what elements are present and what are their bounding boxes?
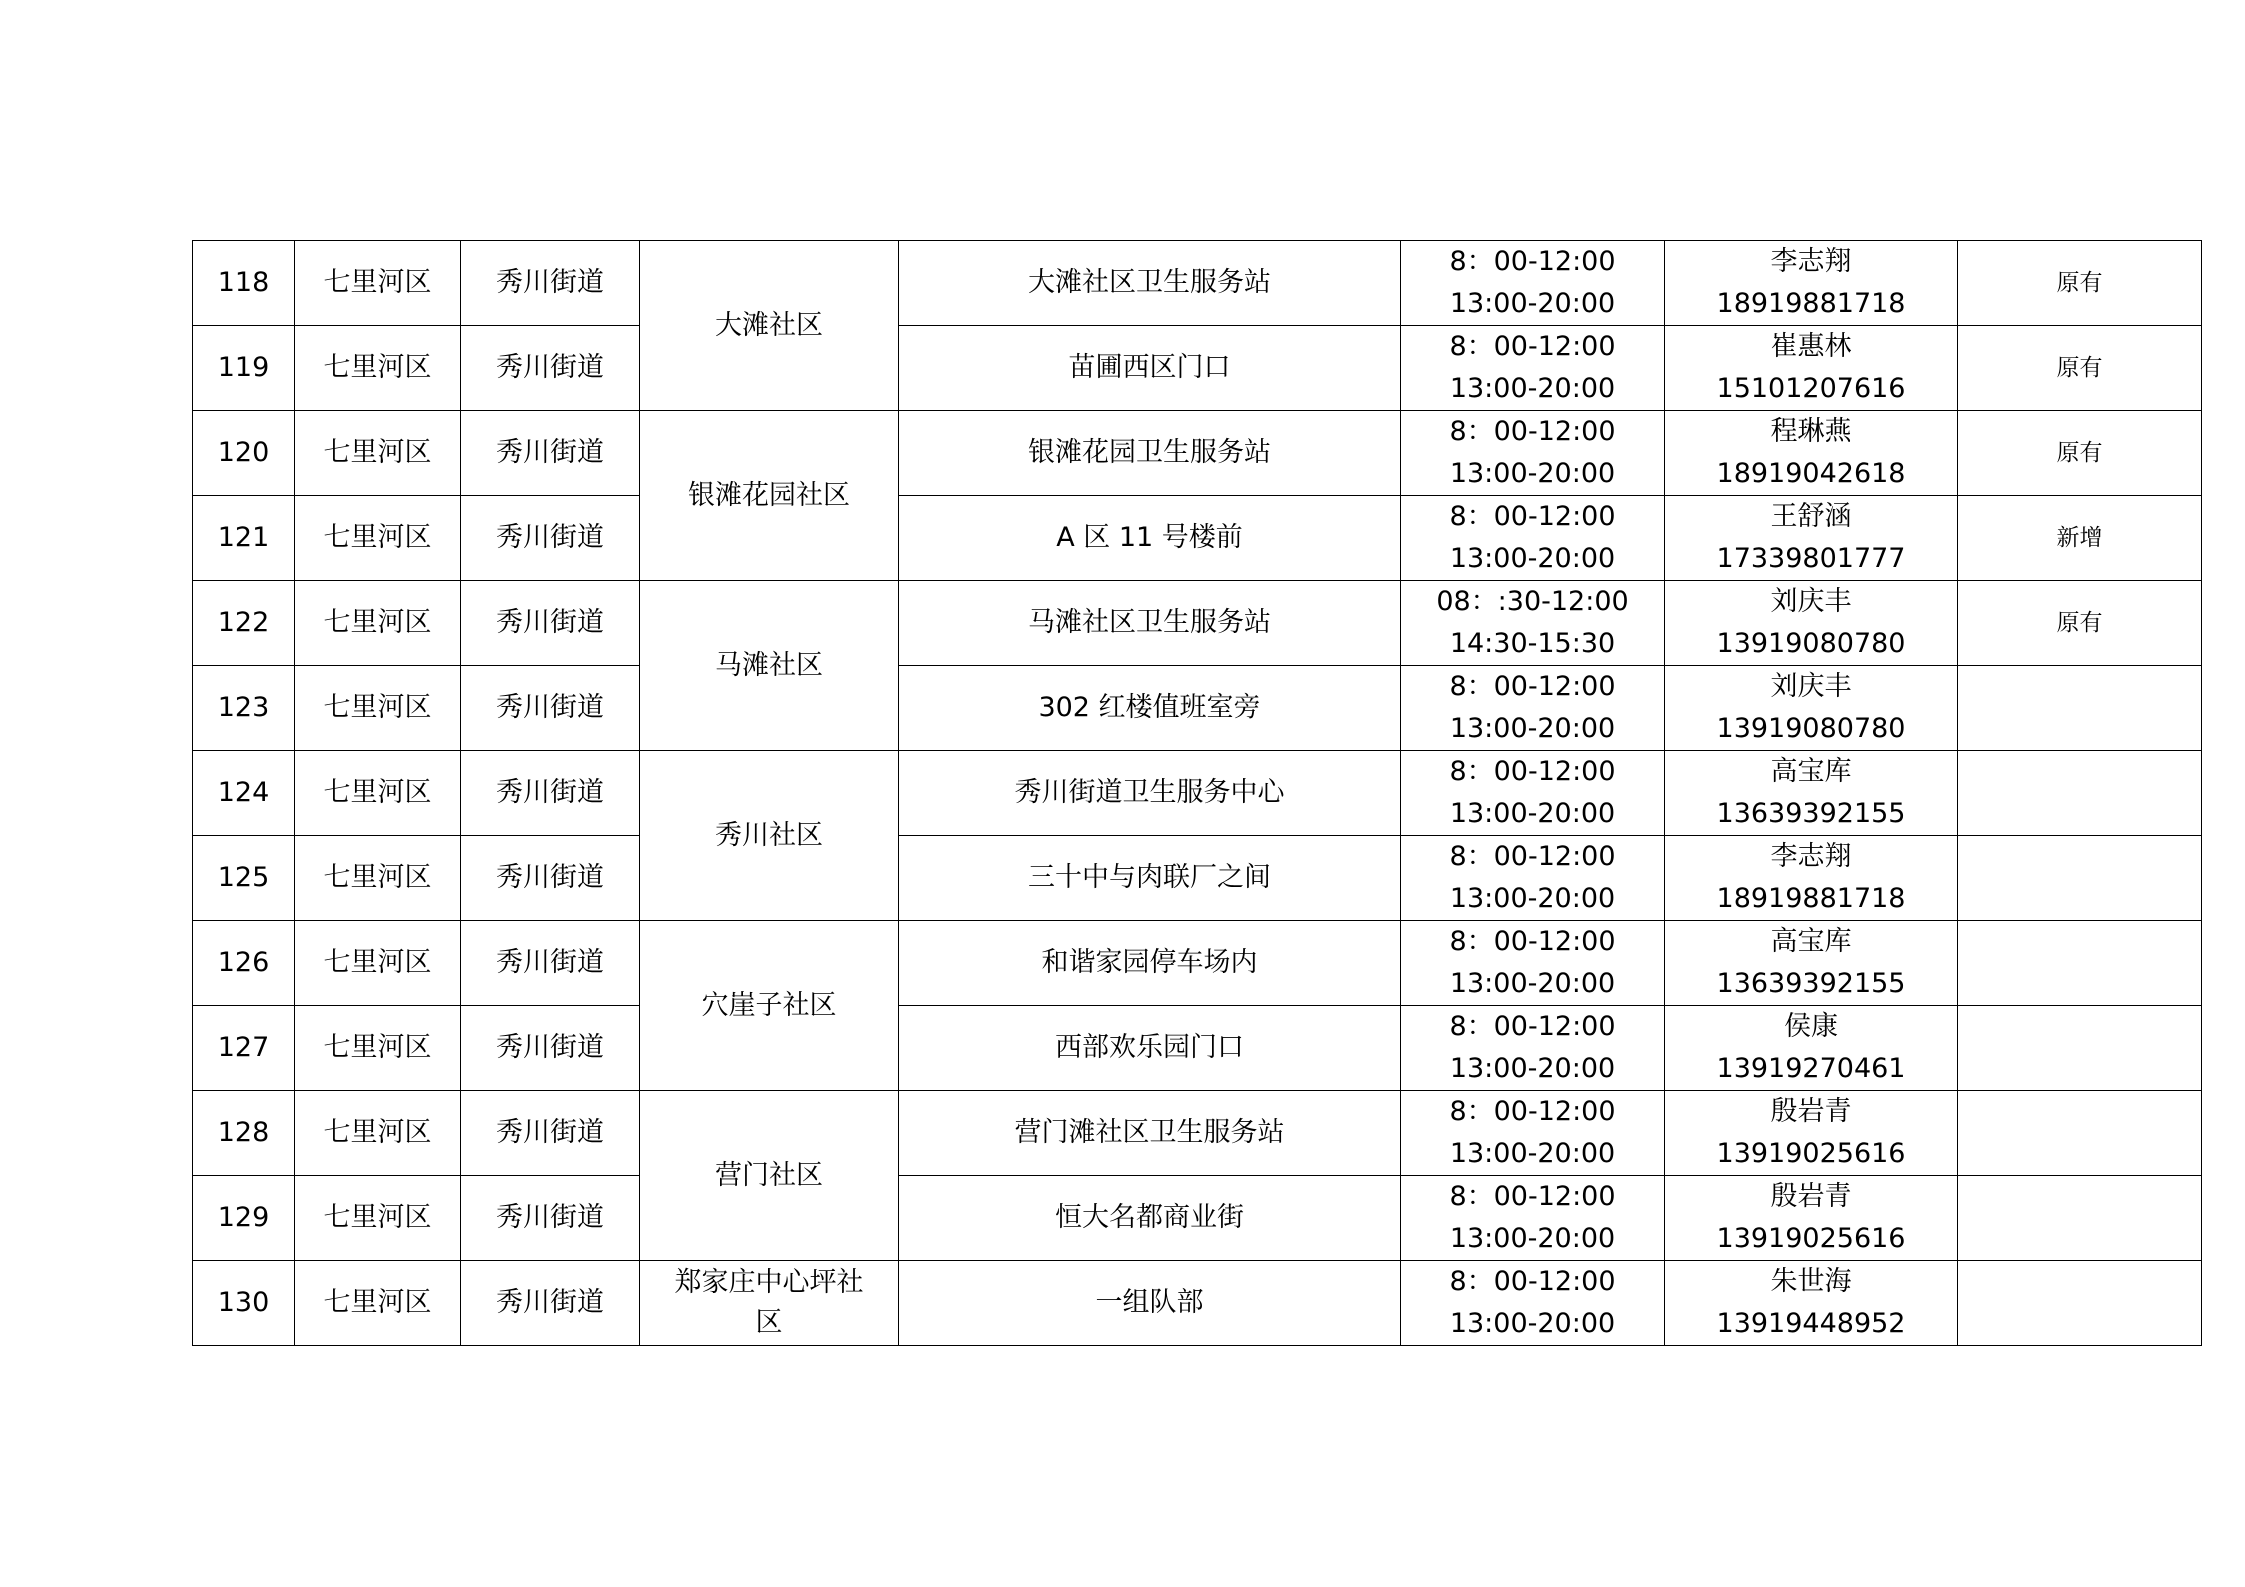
district-cell: 七里河区 bbox=[295, 581, 461, 666]
community-cell bbox=[640, 411, 899, 581]
note-cell bbox=[1958, 1176, 2202, 1261]
contact-phone: 17339801777 bbox=[1716, 543, 1906, 574]
row-number-cell: 130 bbox=[193, 1261, 295, 1346]
service-hours-cell bbox=[1401, 1091, 1665, 1176]
table-row bbox=[193, 1261, 2202, 1346]
street-cell: 秀川街道 bbox=[461, 326, 640, 411]
street-cell: 秀川街道 bbox=[461, 1176, 640, 1261]
district-cell: 七里河区 bbox=[295, 751, 461, 836]
contact-name: 程琳燕 bbox=[1770, 416, 1852, 447]
district-cell: 七里河区 bbox=[295, 1006, 461, 1091]
table-row bbox=[193, 751, 2202, 836]
community-cell bbox=[640, 1261, 899, 1346]
hours-morning: 8：00-12:00 bbox=[1449, 1096, 1616, 1127]
site-location-cell: 西部欢乐园门口 bbox=[899, 1006, 1401, 1091]
site-location-cell: 三十中与肉联厂之间 bbox=[899, 836, 1401, 921]
table-row bbox=[193, 1006, 2202, 1091]
contact-phone: 18919042618 bbox=[1716, 458, 1906, 489]
contact-name: 李志翔 bbox=[1770, 246, 1852, 277]
contact-phone: 13639392155 bbox=[1716, 968, 1906, 999]
district-cell: 七里河区 bbox=[295, 411, 461, 496]
community-cell bbox=[640, 581, 899, 751]
district-cell: 七里河区 bbox=[295, 666, 461, 751]
table-row bbox=[193, 1091, 2202, 1176]
table-row bbox=[193, 496, 2202, 581]
table-row bbox=[193, 241, 2202, 326]
hours-morning: 8：00-12:00 bbox=[1449, 841, 1616, 872]
street-cell: 秀川街道 bbox=[461, 1261, 640, 1346]
contact-phone: 13919270461 bbox=[1716, 1053, 1906, 1084]
hours-afternoon: 13:00-20:00 bbox=[1449, 713, 1616, 744]
contact-name: 王舒涵 bbox=[1770, 501, 1852, 532]
community-name-continued: 区 bbox=[755, 1307, 783, 1338]
contact-name: 殷岩青 bbox=[1770, 1096, 1852, 1127]
contact-name: 刘庆丰 bbox=[1770, 586, 1852, 617]
community-cell bbox=[640, 241, 899, 411]
service-hours-cell bbox=[1401, 836, 1665, 921]
street-cell: 秀川街道 bbox=[461, 751, 640, 836]
service-hours-cell bbox=[1401, 921, 1665, 1006]
service-hours-cell bbox=[1401, 666, 1665, 751]
table-row bbox=[193, 836, 2202, 921]
contact-phone: 13919025616 bbox=[1716, 1138, 1906, 1169]
community-cell bbox=[640, 921, 899, 1091]
contact-phone: 13919025616 bbox=[1716, 1223, 1906, 1254]
site-location-cell: 302 红楼值班室旁 bbox=[899, 666, 1401, 751]
street-cell: 秀川街道 bbox=[461, 411, 640, 496]
row-number-cell: 126 bbox=[193, 921, 295, 1006]
table-row bbox=[193, 581, 2202, 666]
hours-afternoon: 13:00-20:00 bbox=[1449, 1308, 1616, 1339]
hours-afternoon: 13:00-20:00 bbox=[1449, 1223, 1616, 1254]
service-hours-cell bbox=[1401, 1176, 1665, 1261]
contact-phone: 13919080780 bbox=[1716, 628, 1906, 659]
contact-cell bbox=[1665, 1176, 1958, 1261]
site-location-cell: 一组队部 bbox=[899, 1261, 1401, 1346]
hours-morning: 8：00-12:00 bbox=[1449, 756, 1616, 787]
contact-cell bbox=[1665, 751, 1958, 836]
contact-cell bbox=[1665, 326, 1958, 411]
contact-name: 侯康 bbox=[1784, 1011, 1838, 1042]
community-name: 马滩社区 bbox=[715, 649, 823, 681]
hours-morning: 8：00-12:00 bbox=[1449, 1181, 1616, 1212]
service-hours-cell bbox=[1401, 411, 1665, 496]
hours-morning: 8：00-12:00 bbox=[1449, 331, 1616, 362]
hours-morning: 8：00-12:00 bbox=[1449, 416, 1616, 447]
district-cell: 七里河区 bbox=[295, 326, 461, 411]
row-number-cell: 120 bbox=[193, 411, 295, 496]
site-table bbox=[192, 240, 2202, 1346]
row-number-cell: 118 bbox=[193, 241, 295, 326]
site-location-cell: 苗圃西区门口 bbox=[899, 326, 1401, 411]
note-cell: 原有 bbox=[1958, 241, 2202, 326]
community-name: 秀川社区 bbox=[715, 819, 823, 851]
hours-afternoon: 14:30-15:30 bbox=[1449, 628, 1616, 659]
contact-cell bbox=[1665, 1261, 1958, 1346]
site-location-cell: 秀川街道卫生服务中心 bbox=[899, 751, 1401, 836]
hours-afternoon: 13:00-20:00 bbox=[1449, 458, 1616, 489]
site-location-cell: 恒大名都商业街 bbox=[899, 1176, 1401, 1261]
hours-morning: 8：00-12:00 bbox=[1449, 1011, 1616, 1042]
hours-afternoon: 13:00-20:00 bbox=[1449, 373, 1616, 404]
table-row bbox=[193, 666, 2202, 751]
site-location-cell: 和谐家园停车场内 bbox=[899, 921, 1401, 1006]
site-location-cell: 银滩花园卫生服务站 bbox=[899, 411, 1401, 496]
note-cell bbox=[1958, 836, 2202, 921]
contact-phone: 13639392155 bbox=[1716, 798, 1906, 829]
row-number-cell: 119 bbox=[193, 326, 295, 411]
district-cell: 七里河区 bbox=[295, 241, 461, 326]
contact-name: 刘庆丰 bbox=[1770, 671, 1852, 702]
note-cell: 原有 bbox=[1958, 581, 2202, 666]
note-cell bbox=[1958, 1261, 2202, 1346]
hours-afternoon: 13:00-20:00 bbox=[1449, 883, 1616, 914]
table-row bbox=[193, 326, 2202, 411]
note-cell: 原有 bbox=[1958, 326, 2202, 411]
hours-morning: 8：00-12:00 bbox=[1449, 1266, 1616, 1297]
service-hours-cell bbox=[1401, 241, 1665, 326]
row-number-cell: 128 bbox=[193, 1091, 295, 1176]
service-hours-cell bbox=[1401, 496, 1665, 581]
community-name: 穴崖子社区 bbox=[701, 989, 837, 1021]
note-cell bbox=[1958, 666, 2202, 751]
note-cell bbox=[1958, 1091, 2202, 1176]
site-location-cell: 马滩社区卫生服务站 bbox=[899, 581, 1401, 666]
district-cell: 七里河区 bbox=[295, 496, 461, 581]
contact-cell bbox=[1665, 581, 1958, 666]
contact-phone: 18919881718 bbox=[1716, 883, 1906, 914]
hours-morning: 08：:30-12:00 bbox=[1436, 586, 1629, 617]
row-number-cell: 124 bbox=[193, 751, 295, 836]
site-location-cell: 营门滩社区卫生服务站 bbox=[899, 1091, 1401, 1176]
community-name: 大滩社区 bbox=[715, 309, 823, 341]
street-cell: 秀川街道 bbox=[461, 836, 640, 921]
district-cell: 七里河区 bbox=[295, 1091, 461, 1176]
service-hours-cell bbox=[1401, 581, 1665, 666]
contact-name: 李志翔 bbox=[1770, 841, 1852, 872]
row-number-cell: 121 bbox=[193, 496, 295, 581]
street-cell: 秀川街道 bbox=[461, 581, 640, 666]
contact-cell bbox=[1665, 1091, 1958, 1176]
row-number-cell: 123 bbox=[193, 666, 295, 751]
hours-morning: 8：00-12:00 bbox=[1449, 926, 1616, 957]
community-name: 郑家庄中心坪社 bbox=[674, 1267, 864, 1298]
note-cell: 原有 bbox=[1958, 411, 2202, 496]
street-cell: 秀川街道 bbox=[461, 241, 640, 326]
contact-phone: 13919080780 bbox=[1716, 713, 1906, 744]
district-cell: 七里河区 bbox=[295, 836, 461, 921]
hours-afternoon: 13:00-20:00 bbox=[1449, 288, 1616, 319]
hours-afternoon: 13:00-20:00 bbox=[1449, 1138, 1616, 1169]
row-number-cell: 125 bbox=[193, 836, 295, 921]
contact-cell bbox=[1665, 1006, 1958, 1091]
contact-phone: 15101207616 bbox=[1716, 373, 1906, 404]
hours-morning: 8：00-12:00 bbox=[1449, 671, 1616, 702]
street-cell: 秀川街道 bbox=[461, 1006, 640, 1091]
service-hours-cell bbox=[1401, 751, 1665, 836]
table-row bbox=[193, 1176, 2202, 1261]
street-cell: 秀川街道 bbox=[461, 921, 640, 1006]
site-location-cell: 大滩社区卫生服务站 bbox=[899, 241, 1401, 326]
street-cell: 秀川街道 bbox=[461, 1091, 640, 1176]
note-cell bbox=[1958, 921, 2202, 1006]
community-cell bbox=[640, 1091, 899, 1261]
contact-name: 高宝库 bbox=[1770, 926, 1852, 957]
hours-afternoon: 13:00-20:00 bbox=[1449, 543, 1616, 574]
district-cell: 七里河区 bbox=[295, 1261, 461, 1346]
site-location-cell: A 区 11 号楼前 bbox=[899, 496, 1401, 581]
community-cell bbox=[640, 751, 899, 921]
hours-afternoon: 13:00-20:00 bbox=[1449, 1053, 1616, 1084]
service-hours-cell bbox=[1401, 326, 1665, 411]
contact-cell bbox=[1665, 496, 1958, 581]
note-cell bbox=[1958, 751, 2202, 836]
community-name: 银滩花园社区 bbox=[688, 479, 850, 511]
site-table-body bbox=[193, 241, 2202, 1346]
contact-cell bbox=[1665, 411, 1958, 496]
contact-phone: 13919448952 bbox=[1716, 1308, 1906, 1339]
hours-afternoon: 13:00-20:00 bbox=[1449, 968, 1616, 999]
contact-name: 崔惠林 bbox=[1770, 331, 1852, 362]
contact-phone: 18919881718 bbox=[1716, 288, 1906, 319]
row-number-cell: 127 bbox=[193, 1006, 295, 1091]
table-row bbox=[193, 411, 2202, 496]
community-name: 营门社区 bbox=[715, 1159, 823, 1191]
hours-morning: 8：00-12:00 bbox=[1449, 246, 1616, 277]
row-number-cell: 129 bbox=[193, 1176, 295, 1261]
note-cell bbox=[1958, 1006, 2202, 1091]
contact-cell bbox=[1665, 921, 1958, 1006]
service-hours-cell bbox=[1401, 1006, 1665, 1091]
table-row bbox=[193, 921, 2202, 1006]
contact-name: 殷岩青 bbox=[1770, 1181, 1852, 1212]
street-cell: 秀川街道 bbox=[461, 666, 640, 751]
contact-name: 高宝库 bbox=[1770, 756, 1852, 787]
contact-cell bbox=[1665, 666, 1958, 751]
district-cell: 七里河区 bbox=[295, 921, 461, 1006]
service-hours-cell bbox=[1401, 1261, 1665, 1346]
hours-afternoon: 13:00-20:00 bbox=[1449, 798, 1616, 829]
contact-cell bbox=[1665, 836, 1958, 921]
hours-morning: 8：00-12:00 bbox=[1449, 501, 1616, 532]
district-cell: 七里河区 bbox=[295, 1176, 461, 1261]
contact-cell bbox=[1665, 241, 1958, 326]
street-cell: 秀川街道 bbox=[461, 496, 640, 581]
note-cell: 新增 bbox=[1958, 496, 2202, 581]
contact-name: 朱世海 bbox=[1770, 1266, 1852, 1297]
row-number-cell: 122 bbox=[193, 581, 295, 666]
